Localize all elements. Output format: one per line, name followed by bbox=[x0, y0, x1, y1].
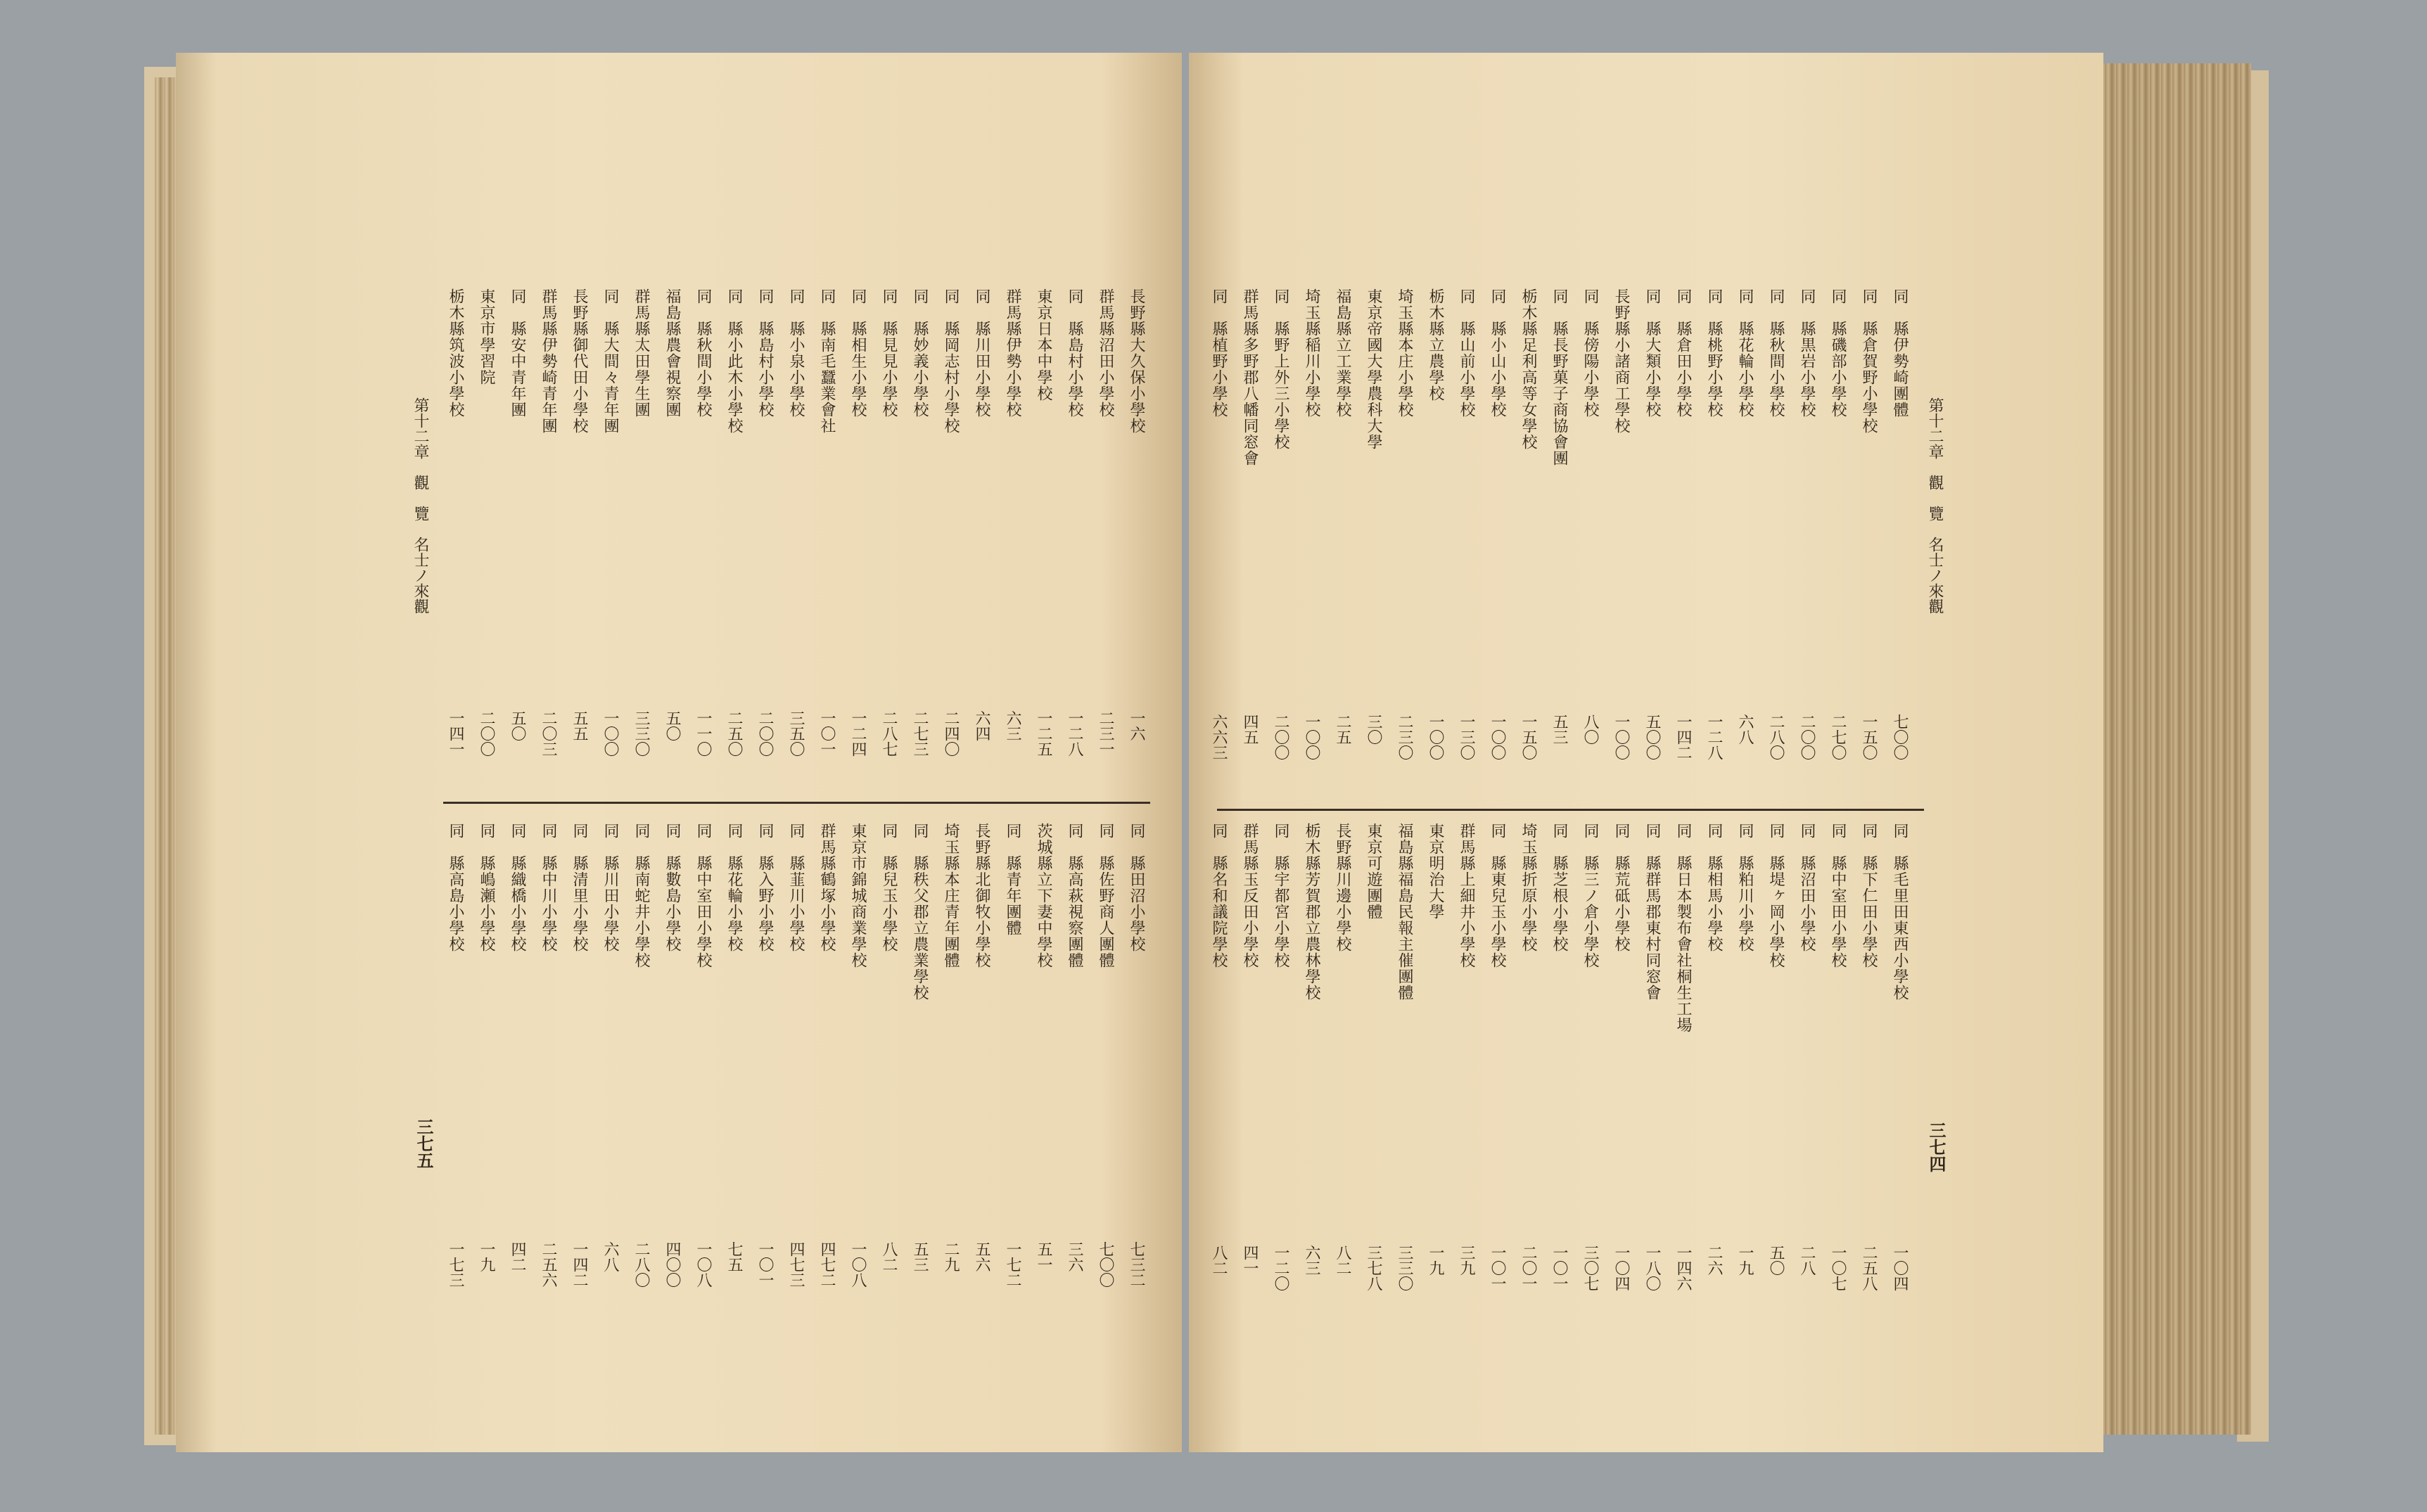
entry-count: 二五〇 bbox=[725, 710, 743, 757]
entry-name: 同 縣小泉小學校 bbox=[787, 288, 805, 418]
entry-name: 長野縣御代田小學校 bbox=[571, 288, 588, 434]
entry-name: 同 縣毛里田東西小學校 bbox=[1891, 823, 1909, 1001]
entry-name: 同 縣小山小學校 bbox=[1489, 288, 1506, 418]
entry-name: 同 縣宇都宮小學校 bbox=[1272, 823, 1289, 968]
entry-count: 二五八 bbox=[1860, 1245, 1878, 1291]
entry-count: 三七八 bbox=[1365, 1245, 1382, 1291]
left-page-number: 三七五 bbox=[414, 1118, 434, 1169]
entry-count: 一〇〇 bbox=[1489, 714, 1506, 760]
entry-count: 四五 bbox=[1241, 714, 1259, 745]
entry-name: 同 縣花輪小學校 bbox=[725, 823, 743, 952]
entry-count: 一五〇 bbox=[1860, 714, 1878, 760]
entry-name: 同 縣南毛蠶業會社 bbox=[818, 288, 836, 434]
entry-name: 同 縣相生小學校 bbox=[849, 288, 867, 418]
entry-count: 一〇〇 bbox=[1612, 714, 1630, 760]
entry-count: 二〇〇 bbox=[756, 710, 774, 757]
entry-name: 福島縣立工業學校 bbox=[1334, 288, 1351, 418]
entry-count: 七五 bbox=[725, 1241, 743, 1272]
entry-count: 八二 bbox=[880, 1241, 898, 1272]
entry-name: 同 縣島村小學校 bbox=[1066, 288, 1083, 418]
entry-count: 六四 bbox=[973, 710, 990, 741]
entry-count: 一六 bbox=[1128, 710, 1145, 741]
entry-name: 群馬縣多野郡八幡同窓會 bbox=[1241, 288, 1259, 466]
entry-name: 同 縣長野菓子商協會團 bbox=[1550, 288, 1568, 466]
entry-count: 二八〇 bbox=[1767, 714, 1785, 760]
entry-count: 五〇〇 bbox=[1643, 714, 1661, 760]
entry-count: 一〇八 bbox=[849, 1241, 867, 1288]
entry-count: 五一 bbox=[1035, 1241, 1052, 1272]
entry-name: 同 縣南蛇井小學校 bbox=[632, 823, 650, 968]
entry-name: 同 縣秩父郡立農業學校 bbox=[911, 823, 929, 1001]
entry-name: 群馬縣玉反田小學校 bbox=[1241, 823, 1259, 968]
entry-name: 東京日本中學校 bbox=[1035, 288, 1052, 402]
entry-name: 埼玉縣稲川小學校 bbox=[1303, 288, 1320, 418]
entry-count: 五六 bbox=[973, 1241, 990, 1272]
entry-count: 一三〇 bbox=[1458, 714, 1475, 760]
entry-count: 一〇四 bbox=[1891, 1245, 1909, 1291]
right-section-rule bbox=[1217, 809, 1924, 811]
entry-name: 同 縣名和議院學校 bbox=[1210, 823, 1228, 968]
entry-count: 二九 bbox=[942, 1241, 960, 1272]
entry-name: 同 縣高島小學校 bbox=[447, 823, 464, 952]
entry-count: 一二五 bbox=[1035, 710, 1052, 757]
entry-count: 二三〇 bbox=[1396, 714, 1413, 760]
right-page bbox=[1189, 53, 2103, 1452]
entry-name: 栃木縣芳賀郡立農林學校 bbox=[1303, 823, 1320, 1001]
entry-count: 三五〇 bbox=[787, 710, 805, 757]
entry-name: 同 縣秋間小學校 bbox=[694, 288, 712, 418]
entry-count: 五三 bbox=[1550, 714, 1568, 745]
entry-count: 一二八 bbox=[1705, 714, 1723, 760]
entry-name: 同 縣日本製布會社桐生工場 bbox=[1674, 823, 1692, 1033]
entry-name: 長野縣小諸商工學校 bbox=[1612, 288, 1630, 434]
entry-name: 同 縣花輪小學校 bbox=[1736, 288, 1754, 418]
entry-count: 一八〇 bbox=[1643, 1245, 1661, 1291]
entry-name: 長野縣大久保小學校 bbox=[1128, 288, 1145, 434]
entry-name: 同 縣川田小學校 bbox=[601, 823, 619, 952]
entry-count: 二四〇 bbox=[942, 710, 960, 757]
entry-name: 群馬縣伊勢崎青年團 bbox=[540, 288, 557, 434]
entry-count: 一〇一 bbox=[756, 1241, 774, 1288]
entry-name: 同 縣傍陽小學校 bbox=[1581, 288, 1599, 418]
entry-name: 埼玉縣折原小學校 bbox=[1520, 823, 1537, 952]
entry-count: 二六 bbox=[1705, 1245, 1723, 1276]
entry-name: 同 縣堤ヶ岡小學校 bbox=[1767, 823, 1785, 968]
entry-count: 二〇〇 bbox=[478, 710, 495, 757]
entry-name: 長野縣川邊小學校 bbox=[1334, 823, 1351, 952]
entry-name: 同 縣磯部小學校 bbox=[1829, 288, 1847, 418]
entry-count: 二〇一 bbox=[1520, 1245, 1537, 1291]
entry-count: 三三〇 bbox=[1396, 1245, 1413, 1291]
entry-count: 一二八 bbox=[1066, 710, 1083, 757]
entry-name: 同 縣小此木小學校 bbox=[725, 288, 743, 434]
entry-count: 四七三 bbox=[787, 1241, 805, 1288]
entry-count: 二八〇 bbox=[632, 1241, 650, 1288]
entry-name: 同 縣岡志村小學校 bbox=[942, 288, 960, 434]
entry-name: 同 縣沼田小學校 bbox=[1798, 823, 1816, 952]
entry-name: 同 縣韮川小學校 bbox=[787, 823, 805, 952]
entry-name: 同 縣田沼小學校 bbox=[1128, 823, 1145, 952]
entry-count: 一四二 bbox=[1674, 714, 1692, 760]
entry-count: 一五〇 bbox=[1520, 714, 1537, 760]
entry-count: 一〇七 bbox=[1829, 1245, 1847, 1291]
entry-name: 同 縣秋間小學校 bbox=[1767, 288, 1785, 418]
left-page-header: 第十二章 觀 覽 名士ノ來觀 bbox=[412, 397, 429, 614]
entry-name: 同 縣入野小學校 bbox=[756, 823, 774, 952]
entry-count: 三〇七 bbox=[1581, 1245, 1599, 1291]
entry-name: 同 縣嶋瀬小學校 bbox=[478, 823, 495, 952]
entry-count: 二七三 bbox=[911, 710, 929, 757]
left-page bbox=[176, 53, 1182, 1452]
entry-count: 二八七 bbox=[880, 710, 898, 757]
entry-count: 一七二 bbox=[1004, 1241, 1021, 1288]
entry-name: 同 縣三ノ倉小學校 bbox=[1581, 823, 1599, 968]
entry-count: 一〇〇 bbox=[601, 710, 619, 757]
entry-count: 一〇四 bbox=[1612, 1245, 1630, 1291]
entry-name: 東京帝國大學農科大學 bbox=[1365, 288, 1382, 450]
entry-count: 四一 bbox=[1241, 1245, 1259, 1276]
entry-name: 同 縣倉賀野小學校 bbox=[1860, 288, 1878, 434]
entry-count: 一〇一 bbox=[1550, 1245, 1568, 1291]
entry-name: 福島縣農會視察團 bbox=[663, 288, 681, 418]
entry-name: 同 縣數島小學校 bbox=[663, 823, 681, 952]
entry-count: 二七〇 bbox=[1829, 714, 1847, 760]
entry-name: 同 縣荒砥小學校 bbox=[1612, 823, 1630, 952]
entry-name: 同 縣佐野商人團體 bbox=[1097, 823, 1114, 968]
entry-name: 同 縣兒玉小學校 bbox=[880, 823, 898, 952]
entry-name: 同 縣織橋小學校 bbox=[509, 823, 526, 952]
entry-name: 群馬縣太田學生團 bbox=[632, 288, 650, 418]
entry-name: 東京市錦城商業學校 bbox=[849, 823, 867, 968]
entry-name: 東京明治大學 bbox=[1427, 823, 1444, 920]
entry-count: 五五 bbox=[571, 710, 588, 741]
entry-count: 二三一 bbox=[1097, 710, 1114, 757]
entry-count: 五〇 bbox=[509, 710, 526, 741]
entry-count: 六六三 bbox=[1210, 714, 1228, 760]
entry-count: 四〇〇 bbox=[663, 1241, 681, 1288]
entry-name: 東京市學習院 bbox=[478, 288, 495, 385]
entry-count: 三三〇 bbox=[632, 710, 650, 757]
entry-count: 四二 bbox=[509, 1241, 526, 1272]
entry-name: 福島縣福島民報主催團體 bbox=[1396, 823, 1413, 1001]
entry-name: 東京可遊團體 bbox=[1365, 823, 1382, 920]
entry-count: 一〇〇 bbox=[1427, 714, 1444, 760]
entry-count: 五三 bbox=[911, 1241, 929, 1272]
entry-name: 群馬縣鶴塚小學校 bbox=[818, 823, 836, 952]
entry-name: 同 縣粕川小學校 bbox=[1736, 823, 1754, 952]
right-page-header: 第十二章 觀 覽 名士ノ來觀 bbox=[1926, 397, 1944, 614]
entry-name: 同 縣群馬郡東村同窓會 bbox=[1643, 823, 1661, 1001]
entry-count: 二〇〇 bbox=[1272, 714, 1289, 760]
entry-count: 一九 bbox=[1427, 1245, 1444, 1276]
entry-name: 同 縣中室田小學校 bbox=[694, 823, 712, 968]
entry-count: 一九 bbox=[1736, 1245, 1754, 1276]
right-page-number: 三七四 bbox=[1926, 1122, 1947, 1172]
entry-name: 同 縣青年團體 bbox=[1004, 823, 1021, 936]
entry-count: 一〇一 bbox=[818, 710, 836, 757]
page-stack-right bbox=[2082, 63, 2251, 1435]
entry-count: 二八 bbox=[1798, 1245, 1816, 1276]
left-section-rule bbox=[443, 802, 1150, 804]
entry-name: 埼玉縣本庄青年團體 bbox=[942, 823, 960, 968]
entry-count: 一四六 bbox=[1674, 1245, 1692, 1291]
entry-name: 同 縣伊勢崎團體 bbox=[1891, 288, 1909, 418]
entry-count: 二五 bbox=[1334, 714, 1351, 745]
entry-count: 六三 bbox=[1004, 710, 1021, 741]
entry-name: 同 縣倉田小學校 bbox=[1674, 288, 1692, 418]
entry-name: 栃木縣筑波小學校 bbox=[447, 288, 464, 418]
entry-count: 三九 bbox=[1458, 1245, 1475, 1276]
entry-count: 一二〇 bbox=[1272, 1245, 1289, 1291]
entry-name: 同 縣中川小學校 bbox=[540, 823, 557, 952]
entry-count: 五〇 bbox=[1767, 1245, 1785, 1276]
entry-name: 群馬縣伊勢小學校 bbox=[1004, 288, 1021, 418]
entry-count: 一二四 bbox=[849, 710, 867, 757]
entry-name: 同 縣妙義小學校 bbox=[911, 288, 929, 418]
entry-name: 同 縣見見小學校 bbox=[880, 288, 898, 418]
entry-count: 二五六 bbox=[540, 1241, 557, 1288]
entry-name: 同 縣黒岩小學校 bbox=[1798, 288, 1816, 418]
entry-name: 同 縣大間々青年團 bbox=[601, 288, 619, 434]
entry-count: 一七三 bbox=[447, 1241, 464, 1288]
entry-name: 同 縣芝根小學校 bbox=[1550, 823, 1568, 952]
entry-count: 三〇 bbox=[1365, 714, 1382, 745]
entry-name: 同 縣島村小學校 bbox=[756, 288, 774, 418]
entry-name: 同 縣川田小學校 bbox=[973, 288, 990, 418]
entry-count: 一〇〇 bbox=[1303, 714, 1320, 760]
entry-name: 茨城縣立下妻中學校 bbox=[1035, 823, 1052, 968]
entry-count: 六八 bbox=[601, 1241, 619, 1272]
entry-name: 同 縣下仁田小學校 bbox=[1860, 823, 1878, 968]
entry-count: 一一〇 bbox=[694, 710, 712, 757]
entry-name: 同 縣相馬小學校 bbox=[1705, 823, 1723, 952]
entry-name: 同 縣東兒玉小學校 bbox=[1489, 823, 1506, 968]
entry-name: 同 縣清里小學校 bbox=[571, 823, 588, 952]
entry-name: 同 縣山前小學校 bbox=[1458, 288, 1475, 418]
entry-count: 一四一 bbox=[447, 710, 464, 757]
entry-name: 同 縣安中青年團 bbox=[509, 288, 526, 418]
entry-count: 二〇〇 bbox=[1798, 714, 1816, 760]
entry-name: 同 縣野上外三小學校 bbox=[1272, 288, 1289, 450]
entry-name: 栃木縣立農學校 bbox=[1427, 288, 1444, 402]
entry-name: 埼玉縣本庄小學校 bbox=[1396, 288, 1413, 418]
entry-name: 栃木縣足利高等女學校 bbox=[1520, 288, 1537, 450]
entry-count: 八二 bbox=[1210, 1245, 1228, 1276]
entry-count: 八〇 bbox=[1581, 714, 1599, 745]
entry-count: 四七二 bbox=[818, 1241, 836, 1288]
entry-name: 同 縣植野小學校 bbox=[1210, 288, 1228, 418]
entry-name: 同 縣桃野小學校 bbox=[1705, 288, 1723, 418]
entry-count: 五〇 bbox=[663, 710, 681, 741]
entry-name: 同 縣高萩視察團體 bbox=[1066, 823, 1083, 968]
entry-count: 二〇三 bbox=[540, 710, 557, 757]
entry-count: 一〇一 bbox=[1489, 1245, 1506, 1291]
entry-count: 六八 bbox=[1736, 714, 1754, 745]
entry-count: 六三 bbox=[1303, 1245, 1320, 1276]
entry-name: 長野縣北御牧小學校 bbox=[973, 823, 990, 968]
entry-count: 三六 bbox=[1066, 1241, 1083, 1272]
entry-name: 群馬縣上細井小學校 bbox=[1458, 823, 1475, 968]
entry-name: 群馬縣沼田小學校 bbox=[1097, 288, 1114, 418]
entry-count: 一〇八 bbox=[694, 1241, 712, 1288]
entry-name: 同 縣大類小學校 bbox=[1643, 288, 1661, 418]
entry-count: 七〇〇 bbox=[1891, 714, 1909, 760]
entry-name: 同 縣中室田小學校 bbox=[1829, 823, 1847, 968]
entry-count: 一四二 bbox=[571, 1241, 588, 1288]
entry-count: 一九 bbox=[478, 1241, 495, 1272]
entry-count: 七三二 bbox=[1128, 1241, 1145, 1288]
entry-count: 七〇〇 bbox=[1097, 1241, 1114, 1288]
entry-count: 八二 bbox=[1334, 1245, 1351, 1276]
